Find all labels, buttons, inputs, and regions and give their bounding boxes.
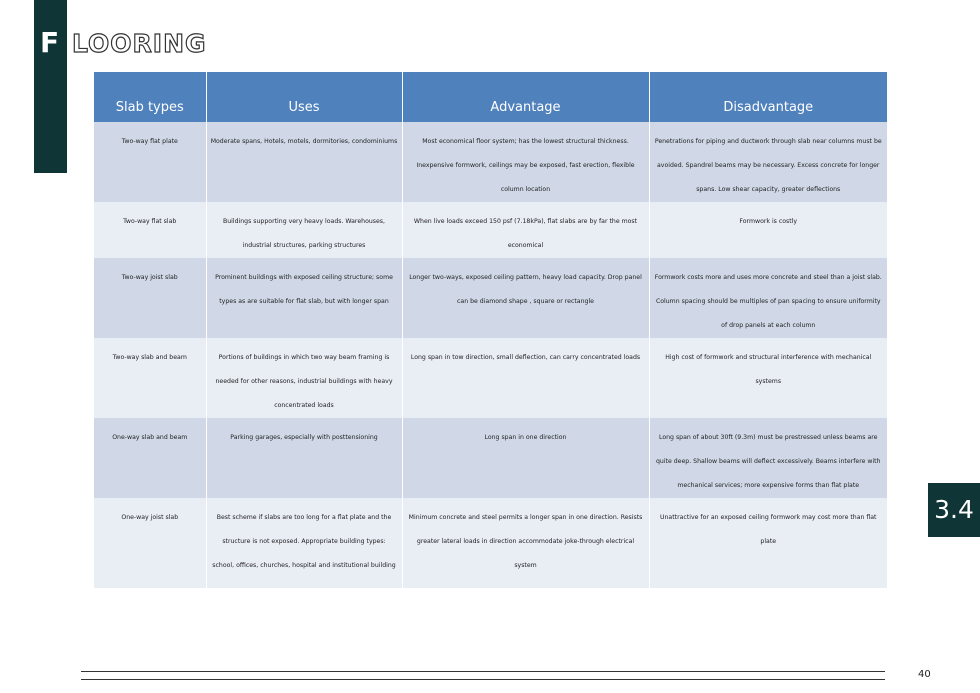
cell-uses: Prominent buildings with exposed ceiling structure; some types as are suitable for flat slab, but with longer span [206,258,402,338]
table-row [94,258,887,338]
footer-rule-bottom [81,679,885,680]
cell-advantage: Longer two-ways, exposed ceiling pattern, heavy load capacity. Drop panel can be diamond shape , square or rectangle [402,258,649,338]
header-slab-types: Slab types [94,72,206,122]
header-uses: Uses [206,72,402,122]
chapter-badge: 3.4 [928,483,980,537]
cell-disadvantage: Formwork is costly [649,202,887,258]
cell-slab-type: Two-way flat plate [94,122,206,202]
cell-advantage: Long span in tow direction, small deflection, can carry concentrated loads [402,338,649,418]
cell-uses: Buildings supporting very heavy loads. Warehouses, industrial structures, parking structures [206,202,402,258]
header-advantage: Advantage [402,72,649,122]
cell-slab-type: One-way joist slab [94,498,206,588]
cell-uses: Best scheme if slabs are too long for a flat plate and the structure is not exposed. Appropriate building types: school, offices, churches, hospital and institutional building [206,498,402,588]
cell-slab-type: Two-way flat slab [94,202,206,258]
header-disadvantage: Disadvantage [649,72,887,122]
cell-disadvantage: Unattractive for an exposed ceiling formwork may cost more than flat plate [649,498,887,588]
title-first-letter: F [40,26,61,59]
cell-uses: Moderate spans, Hotels, motels, dormitories, condominiums [206,122,402,202]
cell-slab-type: Two-way slab and beam [94,338,206,418]
cell-advantage: Long span in one direction [402,418,649,498]
table-row [94,418,887,498]
cell-slab-type: One-way slab and beam [94,418,206,498]
cell-advantage: Most economical floor system; has the lowest structural thickness. Inexpensive formwork, ceilings may be exposed, fast erection, flexible column location [402,122,649,202]
cell-advantage: When live loads exceed 150 psf (7.18kPa), flat slabs are by far the most economical [402,202,649,258]
footer-rule-top [81,671,885,672]
cell-advantage: Minimum concrete and steel permits a longer span in one direction. Resists greater lateral loads in direction accommodate joke-through electrical system [402,498,649,588]
cell-uses: Parking garages, especially with posttensioning [206,418,402,498]
table-row [94,338,887,418]
slab-types-table [94,72,887,588]
table-row [94,122,887,202]
table-row [94,498,887,588]
cell-disadvantage: Long span of about 30ft (9.3m) must be prestressed unless beams are quite deep. Shallow beams will deflect excessively. Beams interfere with mechanical services; more expensive forms than flat plate [649,418,887,498]
cell-disadvantage: Formwork costs more and uses more concrete and steel than a joist slab. Column spacing should be multiples of pan spacing to ensure uniformity of drop panels at each column [649,258,887,338]
cell-disadvantage: High cost of formwork and structural interference with mechanical systems [649,338,887,418]
cell-slab-type: Two-way joist slab [94,258,206,338]
cell-disadvantage: Penetrations for piping and ductwork through slab near columns must be avoided. Spandrel beams may be necessary. Excess concrete for longer spans. Low shear capacity, greater deflections [649,122,887,202]
table-header-row [94,72,887,122]
table-row [94,202,887,258]
page-number: 40 [918,669,931,680]
cell-uses: Portions of buildings in which two way beam framing is needed for other reasons, industrial buildings with heavy concentrated loads [206,338,402,418]
page-title: LOORING [72,29,207,58]
